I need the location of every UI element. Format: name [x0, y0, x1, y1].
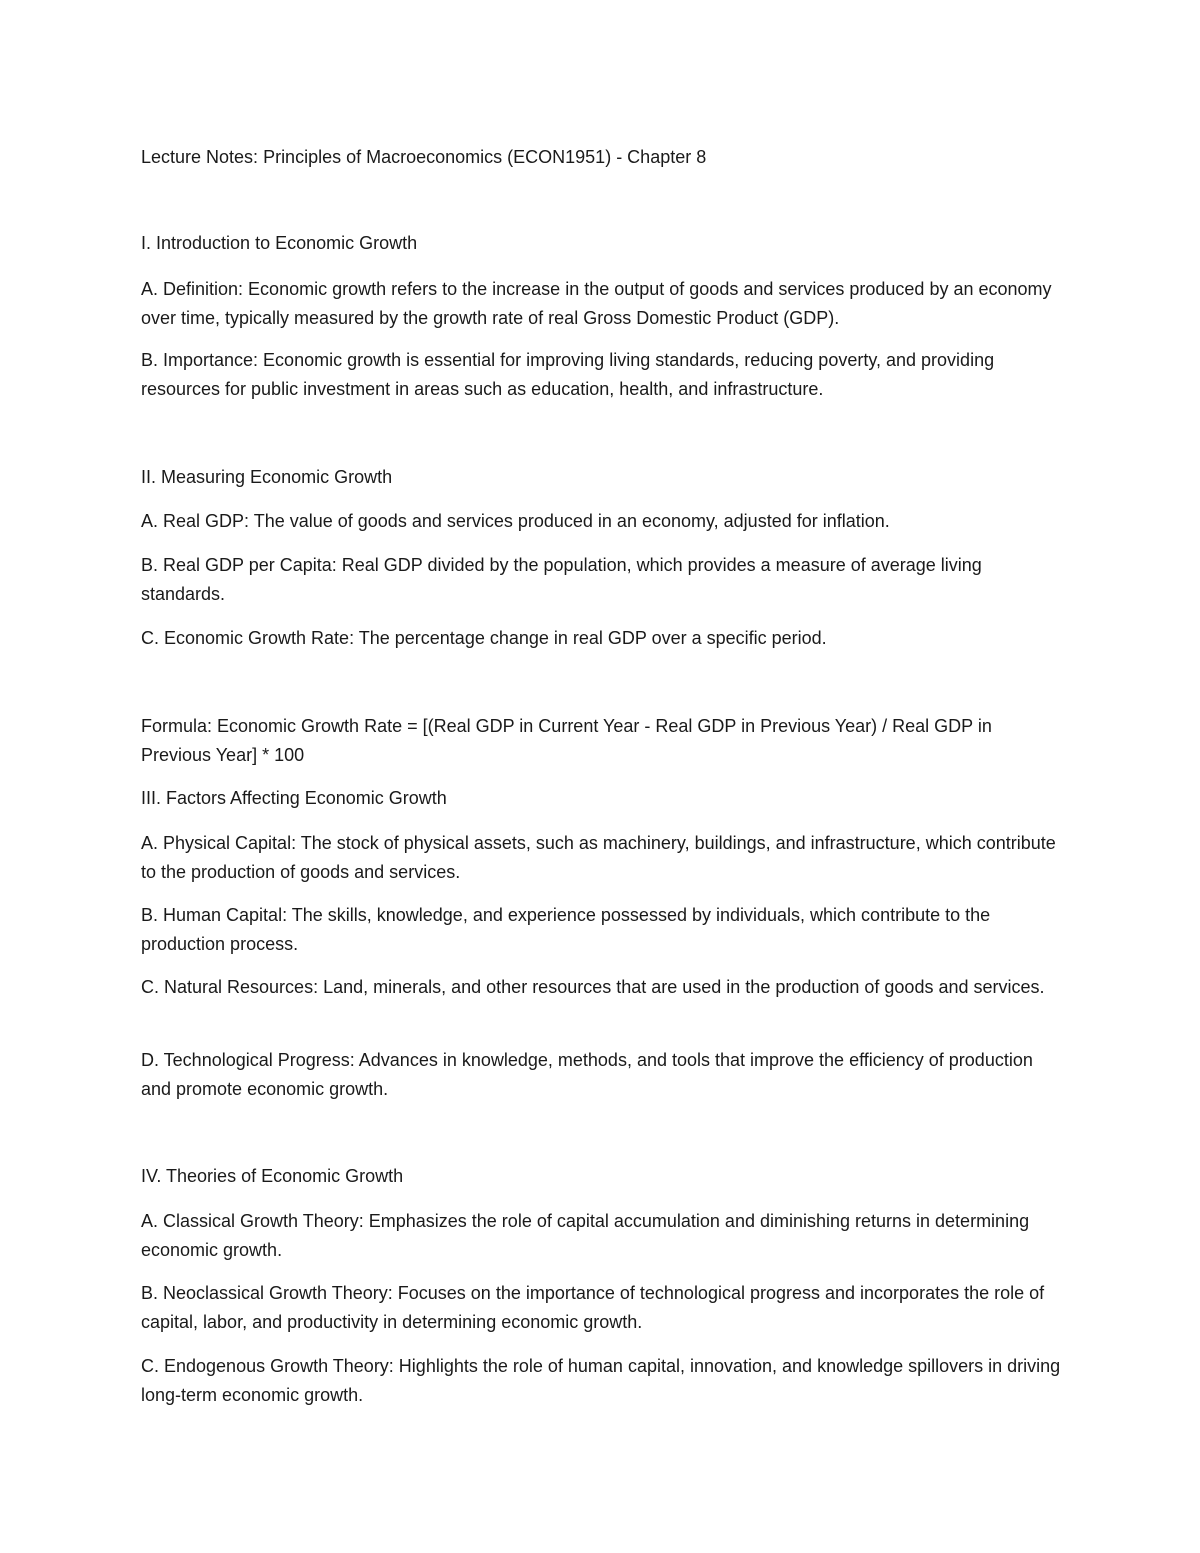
section-heading-4: IV. Theories of Economic Growth [141, 1166, 404, 1186]
section-heading-3: III. Factors Affecting Economic Growth [141, 788, 447, 808]
document-title: Lecture Notes: Principles of Macroeconomics (ECON1951) - Chapter 8 [141, 147, 707, 167]
section-1-item-a: A. Definition: Economic growth refers to the increase in the output of goods and services produced by an economy over time, typically measured by the growth rate of real Gross Domestic Product (GDP). [141, 279, 1052, 328]
section-3-item-b: B. Human Capital: The skills, knowledge, and experience possessed by individuals, which contribute to the production process. [141, 905, 991, 954]
section-heading-1: I. Introduction to Economic Growth [141, 233, 418, 253]
section-1-item-b: B. Importance: Economic growth is essential for improving living standards, reducing poverty, and providing resources for public investment in areas such as education, health, and infrastructure. [141, 350, 995, 399]
section-2-formula: Formula: Economic Growth Rate = [(Real GDP in Current Year - Real GDP in Previous Year) / Real GDP in Previous Year] * 100 [141, 716, 992, 765]
section-4-item-a: A. Classical Growth Theory: Emphasizes the role of capital accumulation and diminishing returns in determining economic growth. [141, 1211, 1030, 1260]
section-2-item-a: A. Real GDP: The value of goods and services produced in an economy, adjusted for inflation. [141, 511, 890, 531]
section-3-item-d: D. Technological Progress: Advances in knowledge, methods, and tools that improve the efficiency of production and promote economic growth. [141, 1050, 1033, 1099]
section-heading-2: II. Measuring Economic Growth [141, 467, 393, 487]
section-2-item-c: C. Economic Growth Rate: The percentage change in real GDP over a specific period. [141, 628, 827, 648]
section-4-item-b: B. Neoclassical Growth Theory: Focuses on the importance of technological progress and incorporates the role of capital, labor, and productivity in determining economic growth. [141, 1283, 1045, 1332]
section-2-item-b: B. Real GDP per Capita: Real GDP divided by the population, which provides a measure of average living standards. [141, 555, 982, 604]
section-3-item-c: C. Natural Resources: Land, minerals, and other resources that are used in the production of goods and services. [141, 977, 1045, 997]
section-4-item-c: C. Endogenous Growth Theory: Highlights the role of human capital, innovation, and knowledge spillovers in driving long-term economic growth. [141, 1356, 1061, 1405]
section-3-item-a: A. Physical Capital: The stock of physical assets, such as machinery, buildings, and infrastructure, which contribute to the production of goods and services. [141, 833, 1056, 882]
